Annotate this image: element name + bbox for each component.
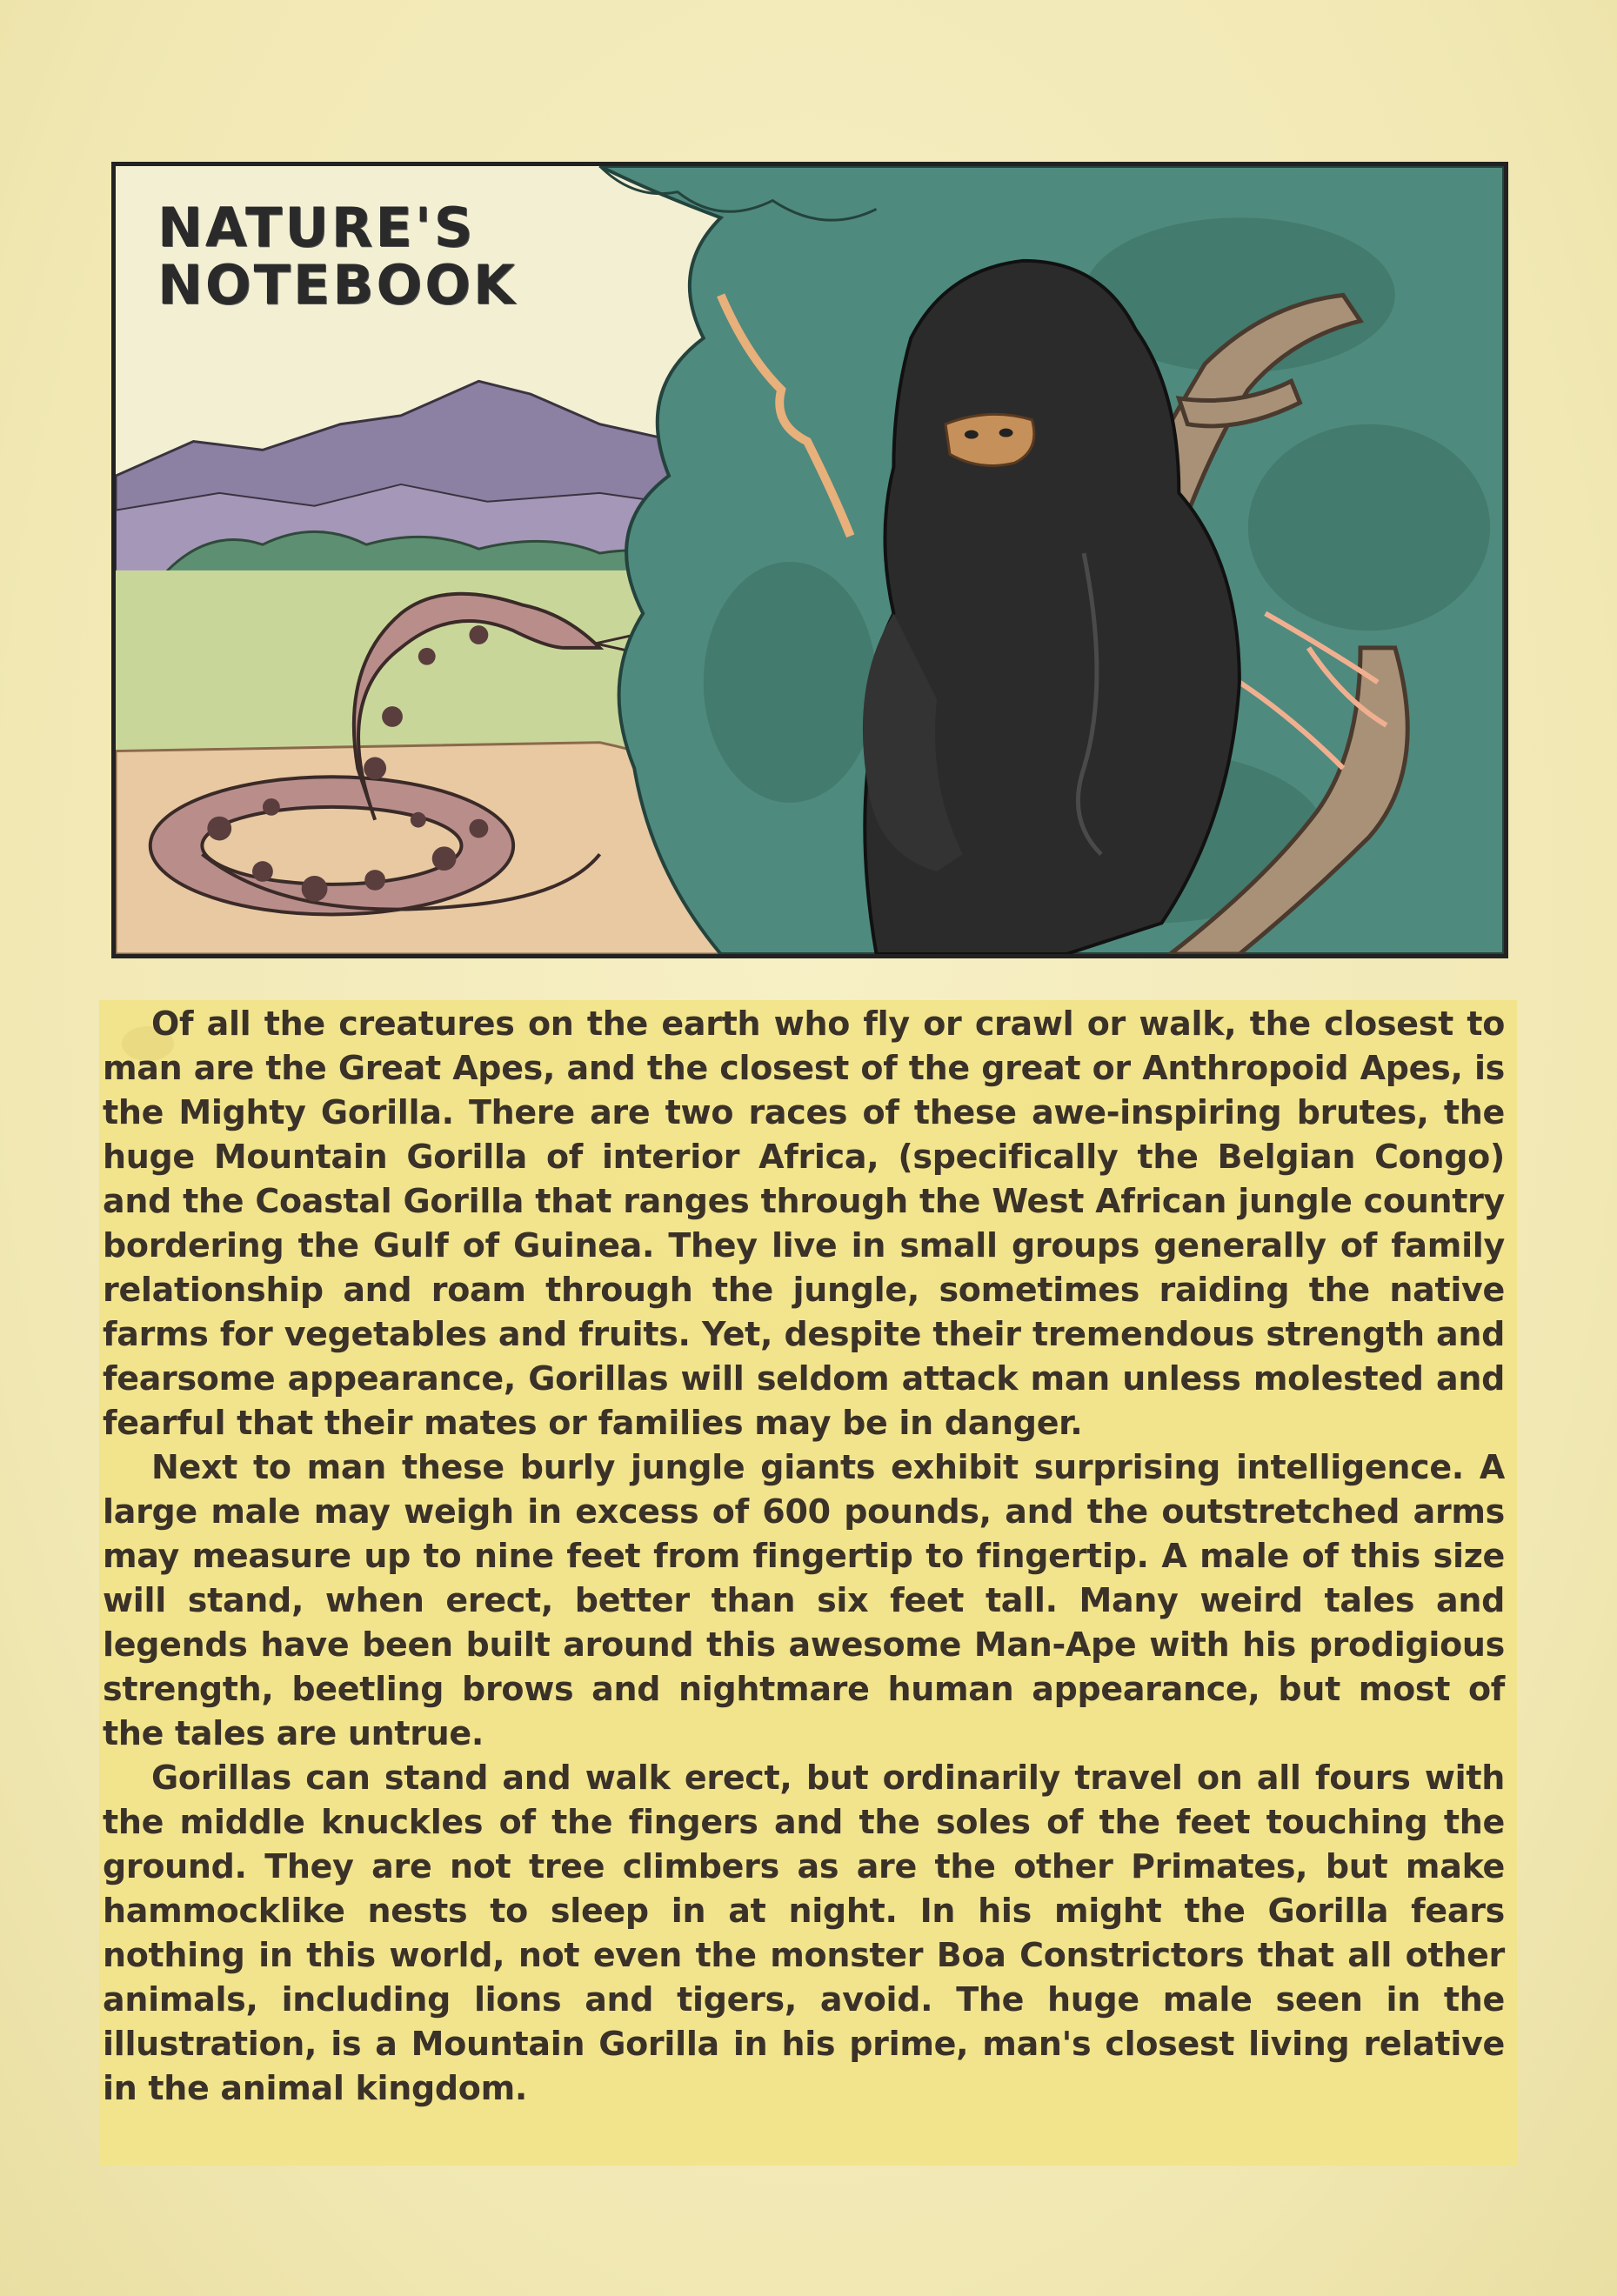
paragraph-2: Next to man these burly jungle giants exhibit surprising intelligence. A large male may weigh in excess of 600 pounds, and the outstretched arms may measure up to nine feet from fingertip to fingertip. A male of this size will stand, when erect, better than six feet tall. Many weird tales and legends have been built around this awesome Man-Ape with his prodigious strength, beetling brows and nightmare human appearance, but most of the tales are untrue. — [103, 1448, 1505, 1752]
article-text — [103, 1002, 1505, 2111]
title-line-2: NOTEBOOK — [157, 253, 518, 317]
panel-title — [157, 196, 518, 317]
paragraph-1: Of all the creatures on the earth who fly or crawl or walk, the closest to man are the Great Apes, and the closest of the great or Anthropoid Apes, is the Mighty Gorilla. There are two races of these awe-inspiring brutes, the huge Mountain Gorilla of interior Africa, (specifically the Belgian Congo) and the Coastal Gorilla that ranges through the West African jungle country bordering the Gulf of Guinea. They live in small groups generally of family relationship and roam through the jungle, sometimes raiding the native farms for vegetables and fruits. Yet, despite their tremendous strength and fearsome appearance, Gorillas will seldom attack man unless molested and fearful that their mates or families may be in danger. — [103, 1004, 1505, 1442]
illustration-panel — [111, 162, 1508, 958]
paragraph-3: Gorillas can stand and walk erect, but ordinarily travel on all fours with the middle knuckles of the fingers and the soles of the feet touching the ground. They are not tree climbers as are the other Primates, but make hammocklike nests to sleep in at night. In his might the Gorilla fears nothing in this world, not even the monster Boa Constrictors that all other animals, including lions and tigers, avoid. The huge male seen in the illustration, is a Mountain Gorilla in his prime, man's closest living relative in the animal kingdom. — [103, 1759, 1505, 2107]
title-line-1: NATURE'S — [157, 196, 476, 259]
